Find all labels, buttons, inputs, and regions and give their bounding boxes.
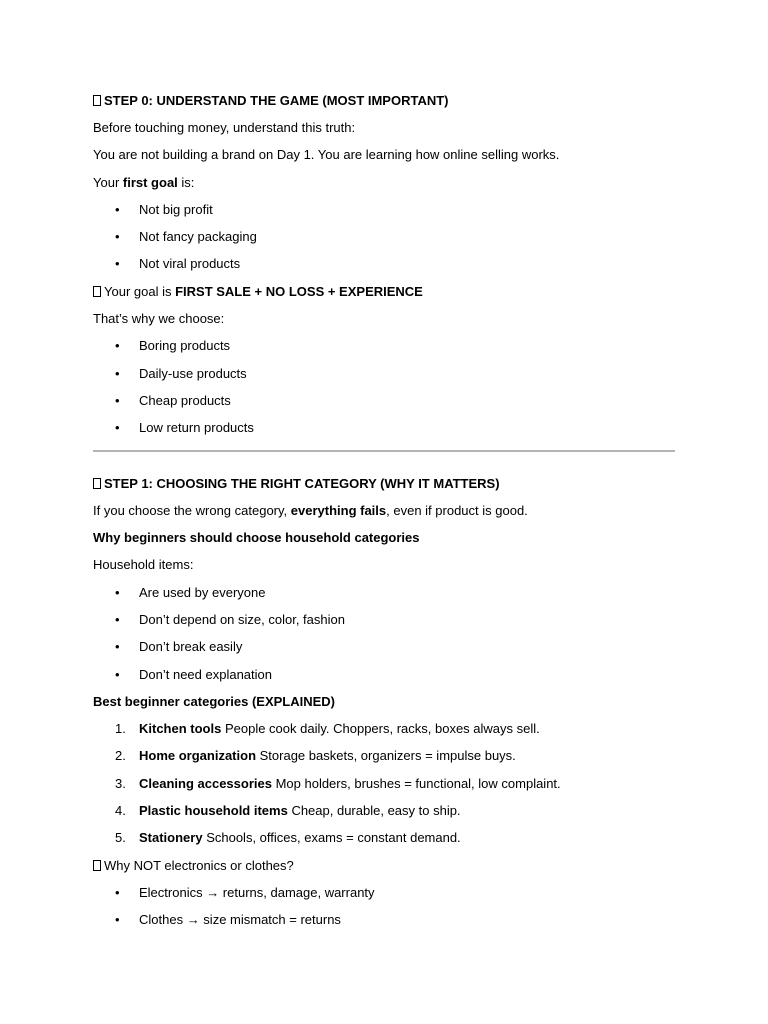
numbered-item (93, 716, 675, 743)
category-name: Cleaning accessories (139, 775, 272, 791)
subheading (93, 524, 675, 551)
bold-text: first goal (122, 174, 178, 190)
numbered-item (93, 743, 675, 770)
missing-glyph-icon (93, 95, 101, 106)
category-desc: Schools, offices, exams = constant demand. (202, 830, 461, 846)
numbered-item (93, 770, 675, 797)
item-number: 5. (115, 830, 126, 846)
text: , even if product is good. (386, 502, 528, 518)
list-item: • Not viral products (93, 251, 675, 278)
document-body (93, 87, 675, 934)
category-desc: People cook daily. Choppers, racks, boxes always sell. (221, 721, 540, 737)
list-item: • Don’t depend on size, color, fashion (93, 606, 675, 633)
list-item: • Low return products (93, 415, 675, 442)
list-item: • Daily-use products (93, 360, 675, 387)
missing-glyph-icon (93, 860, 101, 871)
subheading-text: Best beginner categories (EXPLAINED) (93, 693, 335, 709)
list-item: • Electronics → returns, damage, warranty (93, 879, 675, 906)
list-item: • Clothes → size mismatch = returns (93, 907, 675, 934)
subheading-text: Why beginners should choose household categories (93, 530, 420, 546)
list-item: • Don’t break easily (93, 634, 675, 661)
missing-glyph-icon (93, 286, 101, 297)
paragraph: Before touching money, understand this truth: (93, 119, 356, 135)
text: Your (93, 174, 123, 190)
text: Why NOT electronics or clothes? (104, 857, 294, 873)
bold-text: everything fails (290, 502, 387, 518)
list-item: • Don’t need explanation (93, 661, 675, 688)
item-number: 2. (115, 748, 126, 764)
list-item: • Not fancy packaging (93, 223, 675, 250)
step1-heading-text: STEP 1: CHOOSING THE RIGHT CATEGORY (WHY IT MATTERS) (104, 475, 500, 491)
bold-text: FIRST SALE + NO LOSS + EXPERIENCE (175, 283, 423, 299)
paragraph-category (93, 497, 675, 524)
paragraph-first-goal (93, 169, 675, 196)
step0-heading-text: STEP 0: UNDERSTAND THE GAME (MOST IMPORTANT) (104, 92, 449, 108)
text: If you choose the wrong category, (93, 502, 291, 518)
list-item: • Boring products (93, 333, 675, 360)
category-name: Stationery (139, 830, 203, 846)
numbered-item (93, 797, 675, 824)
step1-heading (93, 470, 675, 497)
category-desc: Mop holders, brushes = functional, low complaint. (271, 775, 561, 791)
numbered-item (93, 825, 675, 852)
paragraph: That’s why we choose: (93, 311, 225, 327)
category-name: Kitchen tools (139, 721, 222, 737)
list-item: • Not big profit (93, 196, 675, 223)
category-name: Home organization (139, 748, 257, 764)
paragraph: You are not building a brand on Day 1. You are learning how online selling works. (93, 147, 560, 163)
paragraph: Household items: (93, 557, 194, 573)
category-name: Plastic household items (139, 803, 288, 819)
category-desc: Storage baskets, organizers = impulse buys. (256, 748, 516, 764)
item-number: 3. (115, 775, 126, 791)
item-number: 1. (115, 721, 126, 737)
step0-heading (93, 87, 675, 114)
horizontal-rule (93, 450, 675, 452)
paragraph-goal (93, 278, 675, 305)
missing-glyph-icon (93, 478, 101, 489)
item-number: 4. (115, 803, 126, 819)
text: is: (177, 174, 195, 190)
category-desc: Cheap, durable, easy to ship. (287, 803, 461, 819)
text: Your goal is (104, 283, 176, 299)
list-item: • Cheap products (93, 387, 675, 414)
list-item: • Are used by everyone (93, 579, 675, 606)
subheading (93, 688, 675, 715)
paragraph-why-not (93, 852, 675, 879)
